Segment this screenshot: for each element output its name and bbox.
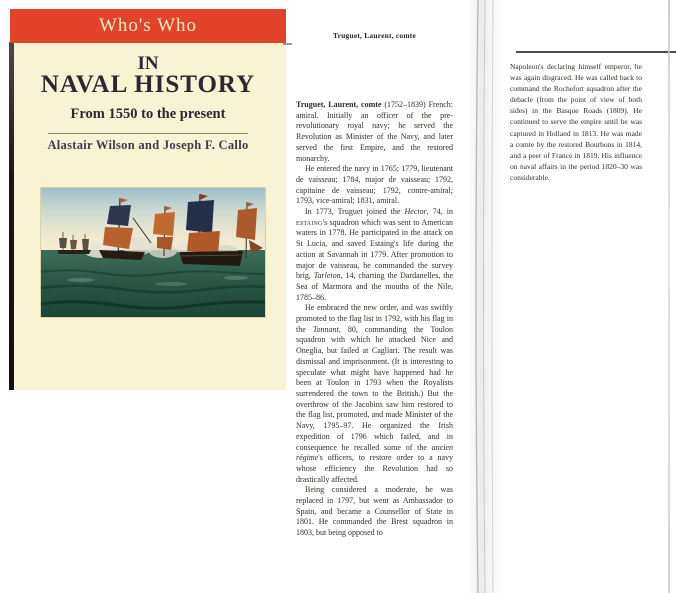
paragraph: Truguet, Laurent, comte (1752–1839) French: amiral. Initially an officer of the pre-revolutionary royal navy; he served the Revolution as Minister of the Navy, and later served the first Empire, and the restored monarchy. — [296, 100, 453, 163]
paragraph: Being considered a moderate, he was replaced in 1797, but went as Ambassador to Spain, and became a Counsellor of State in 1801. He commanded the Brest squadron in 1803, but being opposed to — [296, 485, 453, 538]
cover-painting — [41, 188, 265, 317]
paragraph: He entered the navy in 1765; 1779, lieutenant de vaisseau; 1784, major de vaisseau; 1792, capitaine de vaisseau; 1792, contre-amiral; 1793, vice-amiral; 1831, amiral. — [296, 164, 453, 206]
running-header: Truguet, Laurent, comte — [332, 31, 417, 40]
page-gutter — [468, 0, 506, 593]
left-page-text — [296, 100, 453, 539]
cover-series-band — [10, 9, 286, 43]
cover-subtitle: From 1550 to the present — [70, 106, 226, 122]
scan-artifact-dash — [283, 43, 292, 45]
paragraph: In 1773, Truguet joined the Hector, 74, in estaing's squadron which was sent to American waters in 1778. He participated in the attack on St Lucia, and saved Estaing's life during the action at Savannah in 1779. After promotion to major de vaisseau, he commanded the survey brig, Tarleton, 14, charting the Dardanelles, the Sea of Marmora and the mouths of the Nile, 1785–86. — [296, 207, 453, 302]
paragraph: Napoleon's declaring himself emperor, he was again disgraced. He was called back to command the Rochefort squadron after the debacle (from the point of view of both sides) in the Basque Roads (1809). He continued to serve the empire until he was captured in Holland in 1813. He was made a comte by the restored Bourbons in 1814, and a peer of France in 1819. His influence on naval affairs in the period 1820–30 was considerable. — [510, 62, 642, 182]
cover-title-main: NAVAL HISTORY — [40, 71, 256, 98]
book-cover — [10, 9, 286, 390]
cover-title-in: IN — [137, 53, 159, 74]
right-page-header-rule — [516, 51, 676, 53]
right-page-edge — [668, 0, 670, 593]
cover-rule — [48, 133, 248, 134]
cover-authors: Alastair Wilson and Joseph F. Callo — [47, 138, 249, 152]
cover-series-title: Who's Who — [98, 15, 198, 36]
paragraph: He embraced the new order, and was swiftly promoted to the flag list in 1792, with his flag in the Tonnant, 80, commanding the Toulon squadron with which he attacked Nice and Oneglia, but failed at Cagliari. The result was dismissal and imprisonment. (It is interesting to speculate what might have happened had he been at Toulon in 1793 when the Royalists surrendered the town to the British.) But the overthrow of the Jacobins saw him restored to the flag list, promoted, and made Minister of the Navy, 1795–97. He organized the Irish expedition of 1796 which failed, and in consequence he recalled some of the ancien régime's officers, to restore order to a navy whose efficiency the Revolution had so drastically affected. — [296, 303, 453, 484]
right-page-text — [510, 61, 642, 183]
